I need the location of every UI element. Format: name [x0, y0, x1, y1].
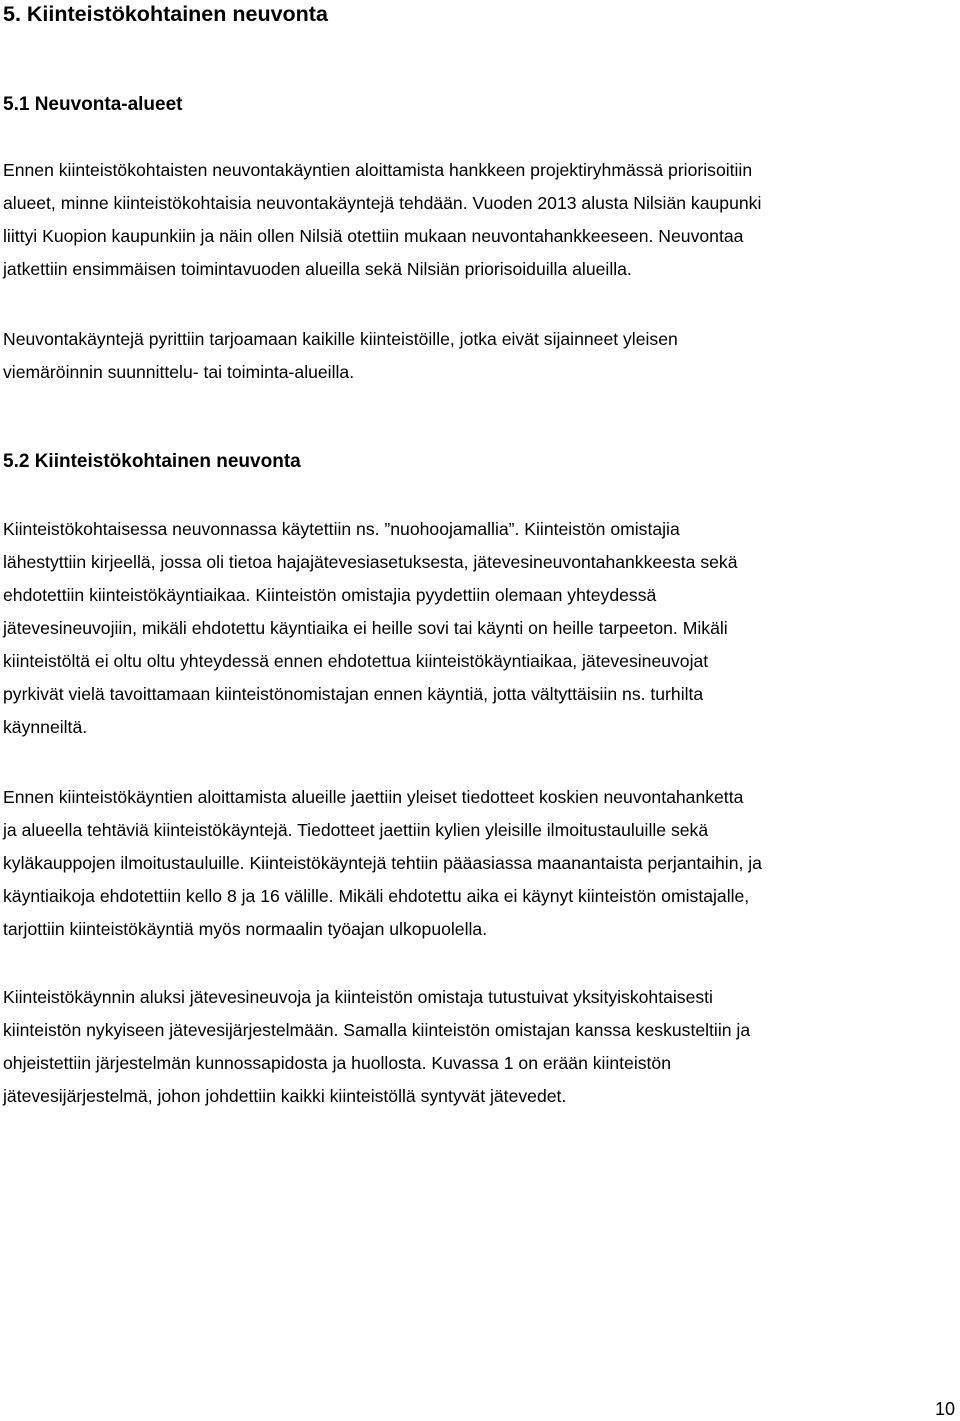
text-line: kyläkauppojen ilmoitustauluille. Kiinteistökäyntejä tehtiin pääasiassa maanantaista perjantaihin, ja	[3, 853, 762, 873]
paragraph-kiinteistokohtainen-3	[3, 981, 953, 1113]
text-line: Neuvontakäyntejä pyrittiin tarjoamaan kaikille kiinteistöille, jotka eivät sijainneet yleisen	[3, 329, 678, 349]
section-heading-5-2: 5.2 Kiinteistökohtainen neuvonta	[3, 451, 301, 472]
text-line: Kiinteistökohtaisessa neuvonnassa käytettiin ns. ”nuohoojamallia”. Kiinteistön omistajia	[3, 519, 680, 539]
text-line: lähestyttiin kirjeellä, jossa oli tietoa hajajätevesiasetuksesta, jätevesineuvontahankkeesta sekä	[3, 552, 738, 572]
paragraph-kiinteistokohtainen-1	[3, 513, 953, 744]
text-line: käyntiaikoja ehdotettiin kello 8 ja 16 välille. Mikäli ehdotettu aika ei käynyt kiinteistön omistajalle,	[3, 886, 750, 906]
paragraph-neuvonta-alueet-1	[3, 154, 953, 286]
text-line: tarjottiin kiinteistökäyntiä myös normaalin työajan ulkopuolella.	[3, 919, 488, 939]
text-line: kiinteistöltä ei oltu oltu yhteydessä ennen ehdotettua kiinteistökäyntiaikaa, jätevesineuvojat	[3, 651, 709, 671]
text-line: jätevesijärjestelmä, johon johdettiin kaikki kiinteistöllä syntyvät jätevedet.	[3, 1086, 567, 1106]
text-line: viemäröinnin suunnittelu- tai toiminta-alueilla.	[3, 362, 355, 382]
section-heading-5-1: 5.1 Neuvonta-alueet	[3, 94, 183, 115]
text-line: Kiinteistökäynnin aluksi jätevesineuvoja ja kiinteistön omistaja tutustuivat yksityiskohtaisesti	[3, 987, 713, 1007]
chapter-heading: 5. Kiinteistökohtainen neuvonta	[3, 2, 328, 26]
text-line: ehdotettiin kiinteistökäyntiaikaa. Kiinteistön omistajia pyydettiin olemaan yhteydessä	[3, 585, 657, 605]
text-line: pyrkivät vielä tavoittamaan kiinteistönomistajan ennen käyntiä, jotta vältyttäisiin ns. turhilta	[3, 684, 704, 704]
text-line: liittyi Kuopion kaupunkiin ja näin ollen Nilsiä otettiin mukaan neuvontahankkeeseen. Neuvontaa	[3, 226, 744, 246]
text-line: ja alueella tehtäviä kiinteistökäyntejä. Tiedotteet jaettiin kylien yleisille ilmoitustauluille sekä	[3, 820, 709, 840]
text-line: jatkettiin ensimmäisen toimintavuoden alueilla sekä Nilsiän priorisoiduilla alueilla.	[3, 259, 632, 279]
text-line: kiinteistön nykyiseen jätevesijärjestelmään. Samalla kiinteistön omistajan kanssa keskusteltiin ja	[3, 1020, 751, 1040]
text-line: Ennen kiinteistökäyntien aloittamista alueille jaettiin yleiset tiedotteet koskien neuvontahanketta	[3, 787, 744, 807]
text-line: alueet, minne kiinteistökohtaisia neuvontakäyntejä tehdään. Vuoden 2013 alusta Nilsiän kaupunki	[3, 193, 762, 213]
paragraph-kiinteistokohtainen-2	[3, 781, 953, 946]
page-number: 10	[934, 1399, 955, 1419]
text-line: ohjeistettiin järjestelmän kunnossapidosta ja huollosta. Kuvassa 1 on erään kiinteistön	[3, 1053, 671, 1073]
text-line: Ennen kiinteistökohtaisten neuvontakäyntien aloittamista hankkeen projektiryhmässä priorisoitiin	[3, 160, 753, 180]
paragraph-neuvonta-alueet-2	[3, 323, 953, 389]
text-line: jätevesineuvojiin, mikäli ehdotettu käyntiaika ei heille sovi tai käynti on heille tarpeeton. Mikäli	[3, 618, 728, 638]
text-line: käynneiltä.	[3, 717, 88, 737]
